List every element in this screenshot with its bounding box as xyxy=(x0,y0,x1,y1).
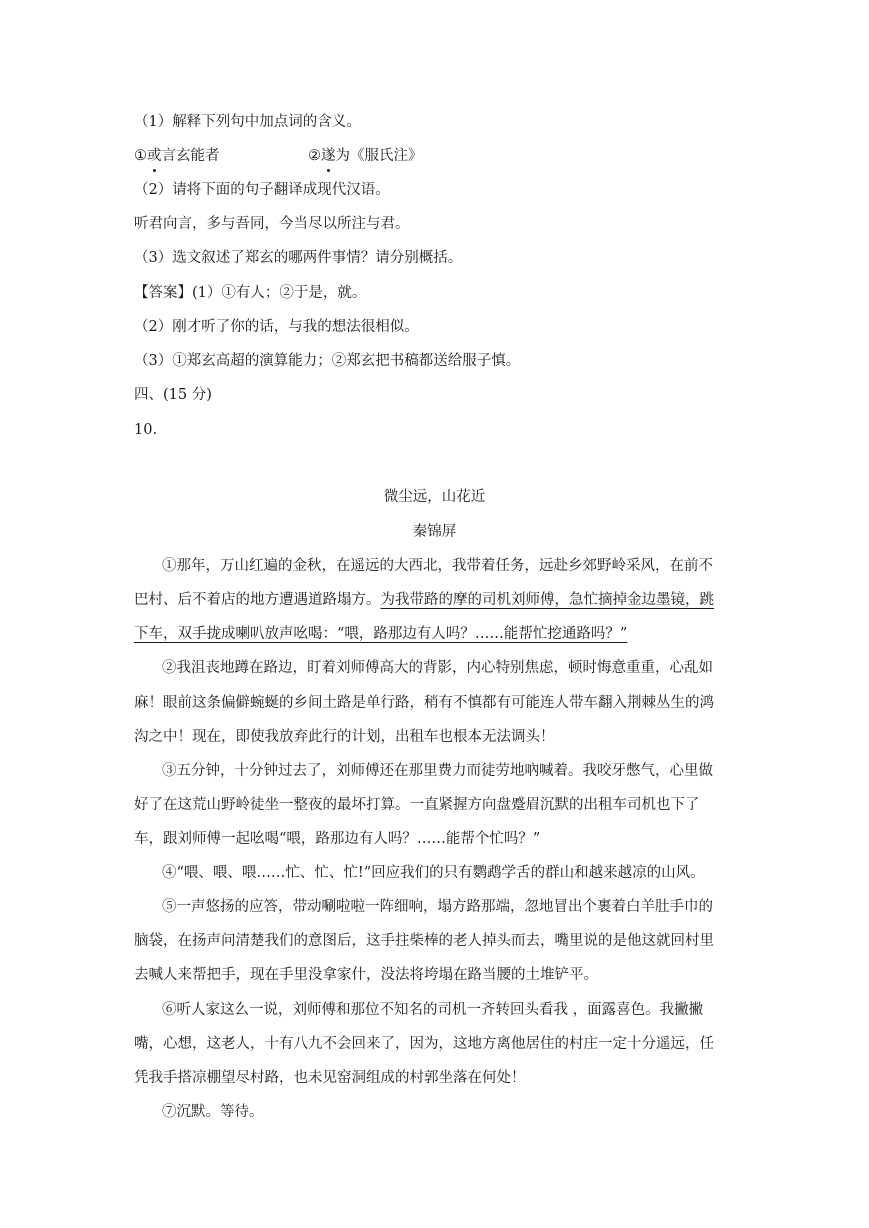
question-1-item-2 xyxy=(308,146,423,166)
question-2-sentence: 听君向言，多与吾同，今当尽以所注与君。 xyxy=(134,216,410,232)
paragraph-1-line-2 xyxy=(134,590,714,610)
item-1-suffix: 言玄能者 xyxy=(161,148,220,164)
dotted-word-2: 遂 xyxy=(321,148,336,164)
paragraph-3-line-2: 好了在这荒山野岭徒坐一整夜的最坏打算。一直紧握方向盘蹙眉沉默的出租车司机也下了 xyxy=(134,797,700,813)
paragraph-1-line-3: 下车，双手拢成喇叭放声吆喝：“喂，路那边有人吗？……能帮忙挖通路吗？” xyxy=(134,626,628,642)
paragraph-1-line-1: ①那年，万山红遍的金秋，在遥远的大西北，我带着任务，远赴乡郊野岭采风，在前不 xyxy=(162,558,713,574)
paragraph-2-line-3: 沟之中！现在，即使我放弃此行的计划，出租车也根本无法调头！ xyxy=(134,729,555,745)
article-title: 微尘远，山花近 xyxy=(383,489,486,505)
paragraph-5-line-3: 去喊人来帮把手，现在手里没拿家什，没法将垮塌在路当腰的土堆铲平。 xyxy=(134,967,598,983)
paragraph-5-line-2: 脑袋，在扬声问清楚我们的意图后，这手拄柴棒的老人掉头而去，嘴里说的是他这就回村里 xyxy=(134,933,714,949)
question-1: （1）解释下列句中加点词的含义。 xyxy=(134,114,361,130)
paragraph-2-line-2: 麻！眼前这条偏僻蜿蜒的乡间土路是单行路，稍有不慎都有可能连人带车翻入荆棘丛生的鸿 xyxy=(134,695,714,711)
paragraph-3-line-1: ③五分钟，十分钟过去了，刘师傅还在那里费力而徒劳地吶喊着。我咬牙憋气，心里做 xyxy=(162,763,713,779)
paragraph-1-plain: 巴村、后不着店的地方遭遇道路塌方。 xyxy=(134,592,381,608)
article-author: 秦锦屏 xyxy=(412,524,457,540)
paragraph-6-line-1: ⑥听人家这么一说，刘师傅和那位不知名的司机一齐转回头看我 ，面露喜色。我撇撇 xyxy=(162,1002,704,1018)
question-2: （2）请将下面的句子翻译成现代汉语。 xyxy=(134,182,390,198)
paragraph-7-line-1: ⑦沉默。等待。 xyxy=(162,1104,264,1120)
paragraph-3-line-3: 车，跟刘师傅一起吆喝“喂，路那边有人吗？……能帮个忙吗？” xyxy=(134,831,541,847)
answer-3: （3）①郑玄高超的演算能力；②郑玄把书稿都送给服子慎。 xyxy=(134,353,521,369)
paragraph-6-line-3: 凭我手搭凉棚望尽村路，也未见窑洞组成的村郭坐落在何处！ xyxy=(134,1070,526,1086)
paragraph-1-underlined: 为我带路的摩的司机刘师傅，急忙摘掉金边墨镜，跳 xyxy=(380,592,714,608)
answer-2: （2）刚才听了你的话，与我的想法很相似。 xyxy=(134,319,419,335)
paragraph-4-line-1: ④“喂、喂、喂……忙、忙、忙!”回应我们的只有鹦鹉学舌的群山和越来越凉的山风。 xyxy=(162,865,705,881)
section-heading: 四、(15 分) xyxy=(134,387,212,403)
item-1-prefix: ① xyxy=(134,148,147,164)
item-2-suffix: 为《服氏注》 xyxy=(335,148,423,164)
dotted-word-1: 或 xyxy=(147,148,162,164)
paragraph-2-line-1: ②我沮丧地蹲在路边，盯着刘师傅高大的背影，内心特别焦虑，顿时悔意重重，心乱如 xyxy=(162,660,713,676)
question-number: 10. xyxy=(134,422,158,438)
item-2-prefix: ② xyxy=(308,148,321,164)
question-1-items xyxy=(134,146,220,166)
question-3: （3）选文叙述了郑玄的哪两件事情？请分别概括。 xyxy=(134,250,463,266)
answer-1: 【答案】(1）①有人；②于是，就。 xyxy=(134,285,367,301)
paragraph-5-line-1: ⑤一声悠扬的应答，带动唰啦啦一阵细响，塌方路那端，忽地冒出个裹着白羊肚手巾的 xyxy=(162,899,713,915)
paragraph-6-line-2: 嘴，心想，这老人，十有八九不会回来了，因为，这地方离他居住的村庄一定十分遥远，任 xyxy=(134,1036,714,1052)
